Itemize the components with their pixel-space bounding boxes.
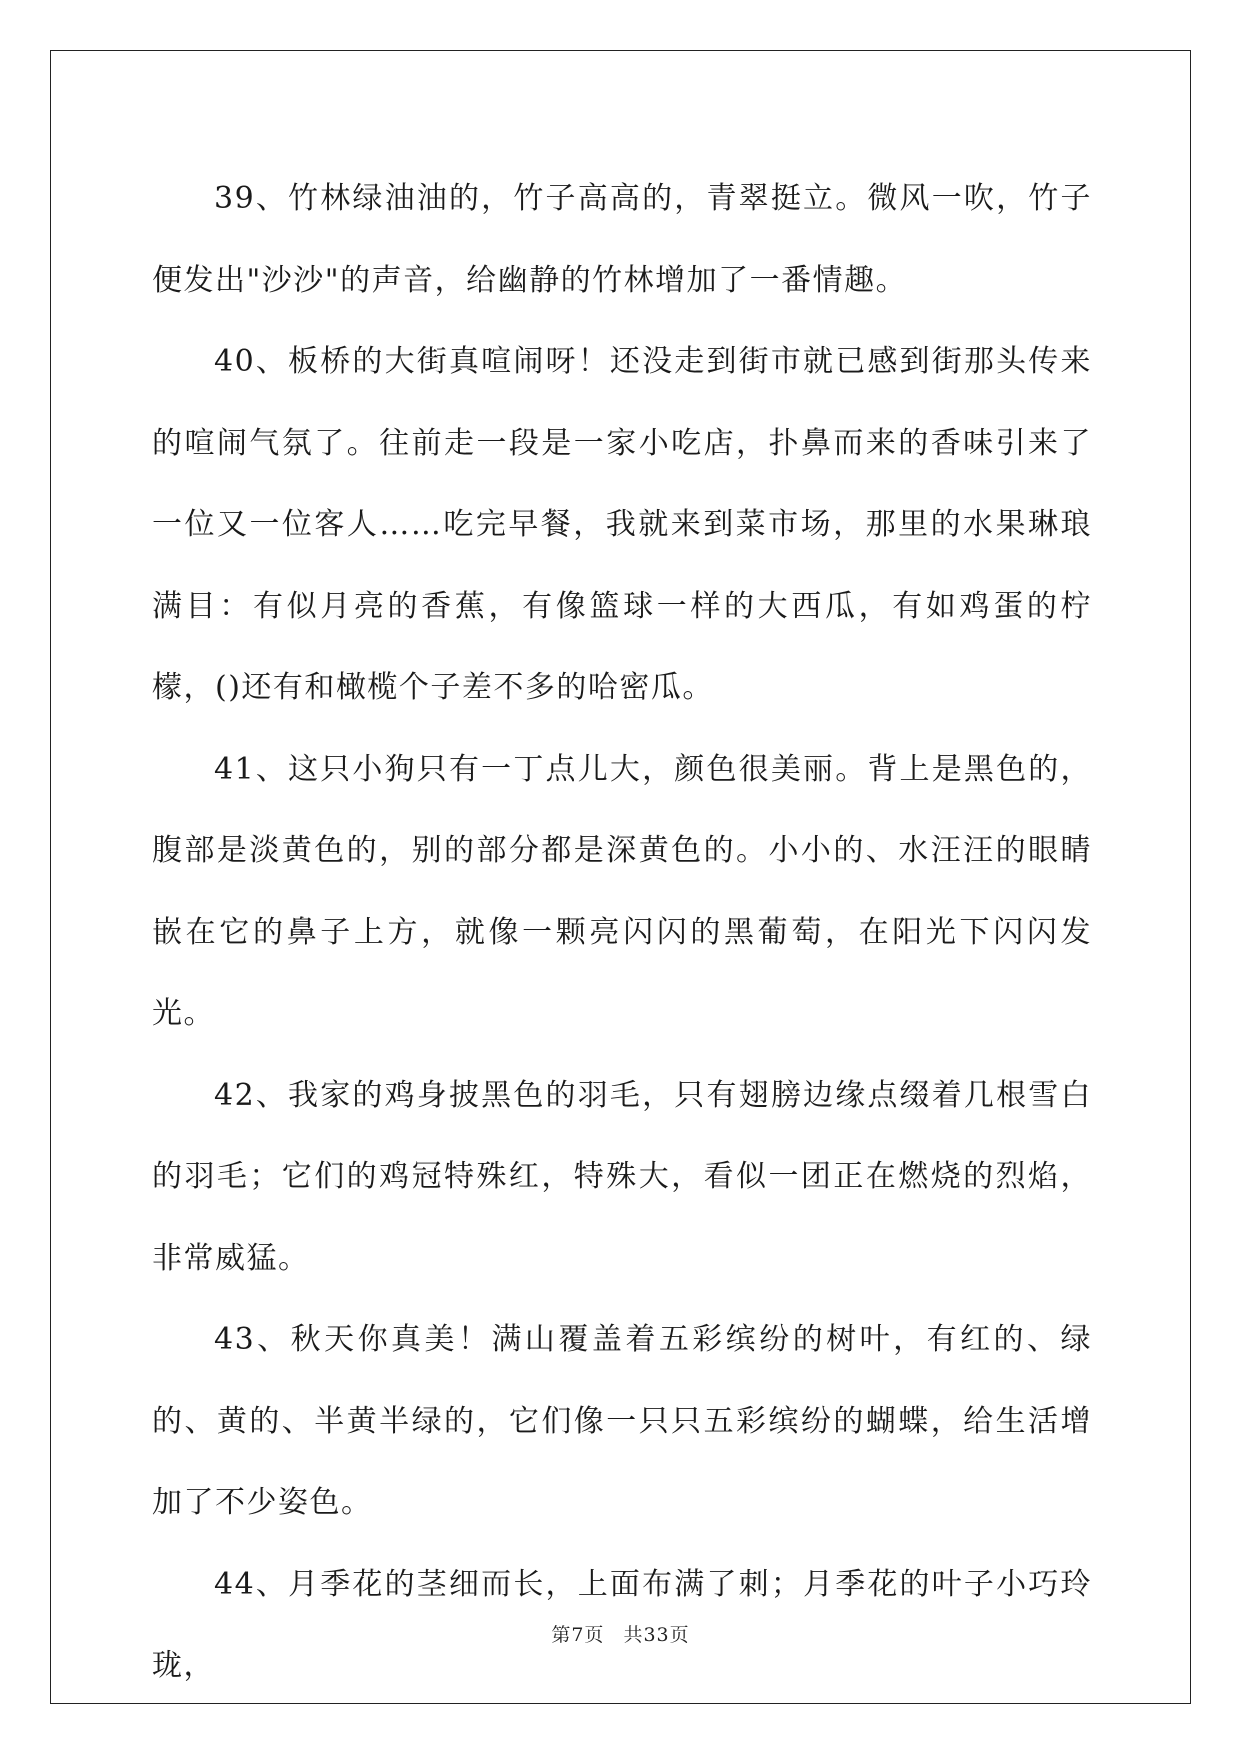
document-body <box>152 158 1092 1707</box>
paragraph-43: 43、秋天你真美！满山覆盖着五彩缤纷的树叶，有红的、绿的、黄的、半黄半绿的，它们像一只只五彩缤纷的蝴蝶，给生活增加了不少姿色。 <box>152 1322 1092 1520</box>
paragraph-40: 40、板桥的大街真喧闹呀！还没走到街市就已感到街那头传来的喧闹气氛了。往前走一段是一家小吃店，扑鼻而来的香味引来了一位又一位客人……吃完早餐，我就来到菜市场，那里的水果琳琅满目：有似月亮的香蕉，有像篮球一样的大西瓜，有如鸡蛋的柠檬，()还有和橄榄个子差不多的哈密瓜。 <box>152 344 1092 705</box>
paragraph-39: 39、竹林绿油油的，竹子高高的，青翠挺立。微风一吹，竹子便发出"沙沙"的声音，给幽静的竹林增加了一番情趣。 <box>152 181 1092 298</box>
page-number: 第7页 <box>551 1624 605 1646</box>
paragraph-42: 42、我家的鸡身披黑色的羽毛，只有翅膀边缘点缀着几根雪白的羽毛；它们的鸡冠特殊红，特殊大，看似一团正在燃烧的烈焰，非常威猛。 <box>152 1077 1092 1276</box>
page-total: 共33页 <box>623 1624 690 1646</box>
page-footer <box>0 1620 1241 1647</box>
paragraph-44: 44、月季花的茎细而长，上面布满了刺；月季花的叶子小巧玲珑， <box>152 1566 1092 1683</box>
paragraph-41: 41、这只小狗只有一丁点儿大，颜色很美丽。背上是黑色的，腹部是淡黄色的，别的部分都是深黄色的。小小的、水汪汪的眼睛嵌在它的鼻子上方，就像一颗亮闪闪的黑葡萄，在阳光下闪闪发光。 <box>152 751 1092 1031</box>
